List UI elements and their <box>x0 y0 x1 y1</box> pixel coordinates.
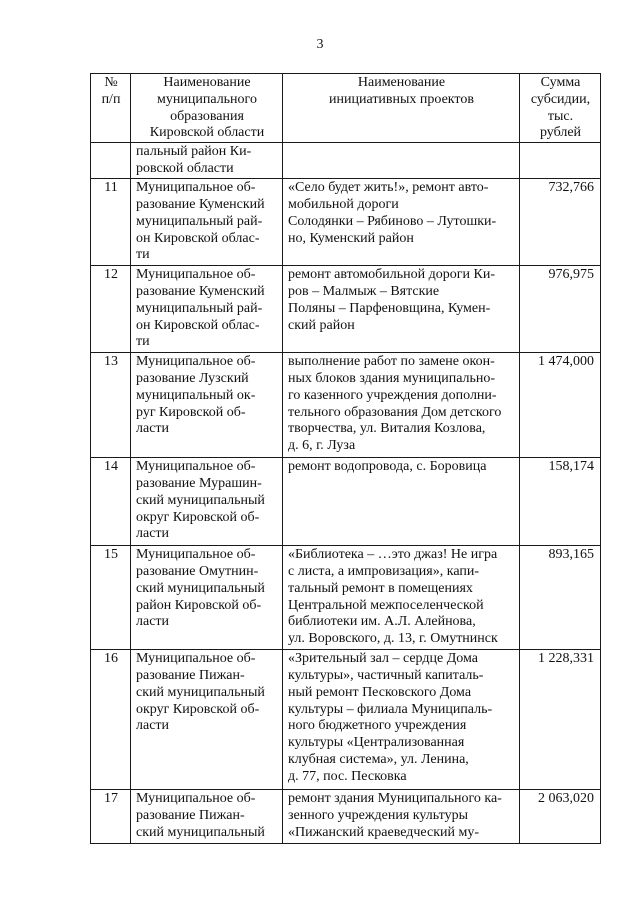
row-project: «Село будет жить!», ремонт авто- мобильной дороги Солодянки – Рябиново – Лутошки- но, Куменский район <box>283 179 520 266</box>
row-number: 12 <box>91 266 131 353</box>
row-project: ремонт автомобильной дороги Ки- ров – Малмыж – Вятские Поляны – Парфеновщина, Кумен- ский район <box>283 266 520 353</box>
table-row <box>91 650 601 790</box>
table-row <box>91 266 601 353</box>
row-sum: 158,174 <box>520 458 601 546</box>
row-number: 11 <box>91 179 131 266</box>
row-municipality: Муниципальное об- разование Куменский муниципальный рай- он Кировской облас- ти <box>131 179 283 266</box>
row-municipality: Муниципальное об- разование Куменский муниципальный рай- он Кировской облас- ти <box>131 266 283 353</box>
table-row <box>91 143 601 179</box>
header-projects: Наименование инициативных проектов <box>283 74 520 143</box>
row-municipality: Муниципальное об- разование Мурашин- ский муниципальный округ Кировской об- ласти <box>131 458 283 546</box>
row-project: выполнение работ по замене окон- ных блоков здания муниципально- го казенного учреждения дополни- тельного образования Дом детского творчества, ул. Виталия Козлова, д. 6, г. Луза <box>283 353 520 458</box>
row-number: 17 <box>91 790 131 844</box>
row-sum <box>520 143 601 179</box>
row-sum: 976,975 <box>520 266 601 353</box>
table-row <box>91 353 601 458</box>
row-number: 16 <box>91 650 131 790</box>
row-municipality: Муниципальное об- разование Лузский муниципальный ок- руг Кировской об- ласти <box>131 353 283 458</box>
row-project: «Зрительный зал – сердце Дома культуры», частичный капиталь- ный ремонт Песковского Дома культуры – филиала Муниципаль- ного бюджетного учреждения культуры «Централизованная клубная система», ул. Ленина, д. 77, пос. Песковка <box>283 650 520 790</box>
row-sum: 732,766 <box>520 179 601 266</box>
subsidy-table <box>90 73 601 844</box>
row-municipality: Муниципальное об- разование Пижан- ский муниципальный округ Кировской об- ласти <box>131 650 283 790</box>
row-number: 14 <box>91 458 131 546</box>
row-sum: 893,165 <box>520 546 601 650</box>
table-row <box>91 179 601 266</box>
row-project: «Библиотека – …это джаз! Не игра с листа, а импровизация», капи- тальный ремонт в помещениях Центральной межпоселенческой библиотеки им. А.Л. Алейнова, ул. Воровского, д. 13, г. Омутнинск <box>283 546 520 650</box>
table-row <box>91 790 601 844</box>
header-number: № п/п <box>91 74 131 143</box>
row-sum: 1 474,000 <box>520 353 601 458</box>
row-project: ремонт здания Муниципального ка- зенного учреждения культуры «Пижанский краеведческий му- <box>283 790 520 844</box>
row-municipality: Муниципальное об- разование Пижан- ский муниципальный <box>131 790 283 844</box>
row-project: ремонт водопровода, с. Боровица <box>283 458 520 546</box>
row-project <box>283 143 520 179</box>
header-sum: Сумма субсидии, тыс. рублей <box>520 74 601 143</box>
table-row <box>91 546 601 650</box>
table-header-row <box>91 74 601 143</box>
table-row <box>91 458 601 546</box>
page-number: 3 <box>316 37 324 52</box>
row-number <box>91 143 131 179</box>
row-sum: 1 228,331 <box>520 650 601 790</box>
row-municipality: Муниципальное об- разование Омутнин- ский муниципальный район Кировской об- ласти <box>131 546 283 650</box>
row-number: 13 <box>91 353 131 458</box>
row-number: 15 <box>91 546 131 650</box>
row-municipality: пальный район Ки- ровской области <box>131 143 283 179</box>
row-sum: 2 063,020 <box>520 790 601 844</box>
header-municipality: Наименование муниципального образования Кировской области <box>131 74 283 143</box>
